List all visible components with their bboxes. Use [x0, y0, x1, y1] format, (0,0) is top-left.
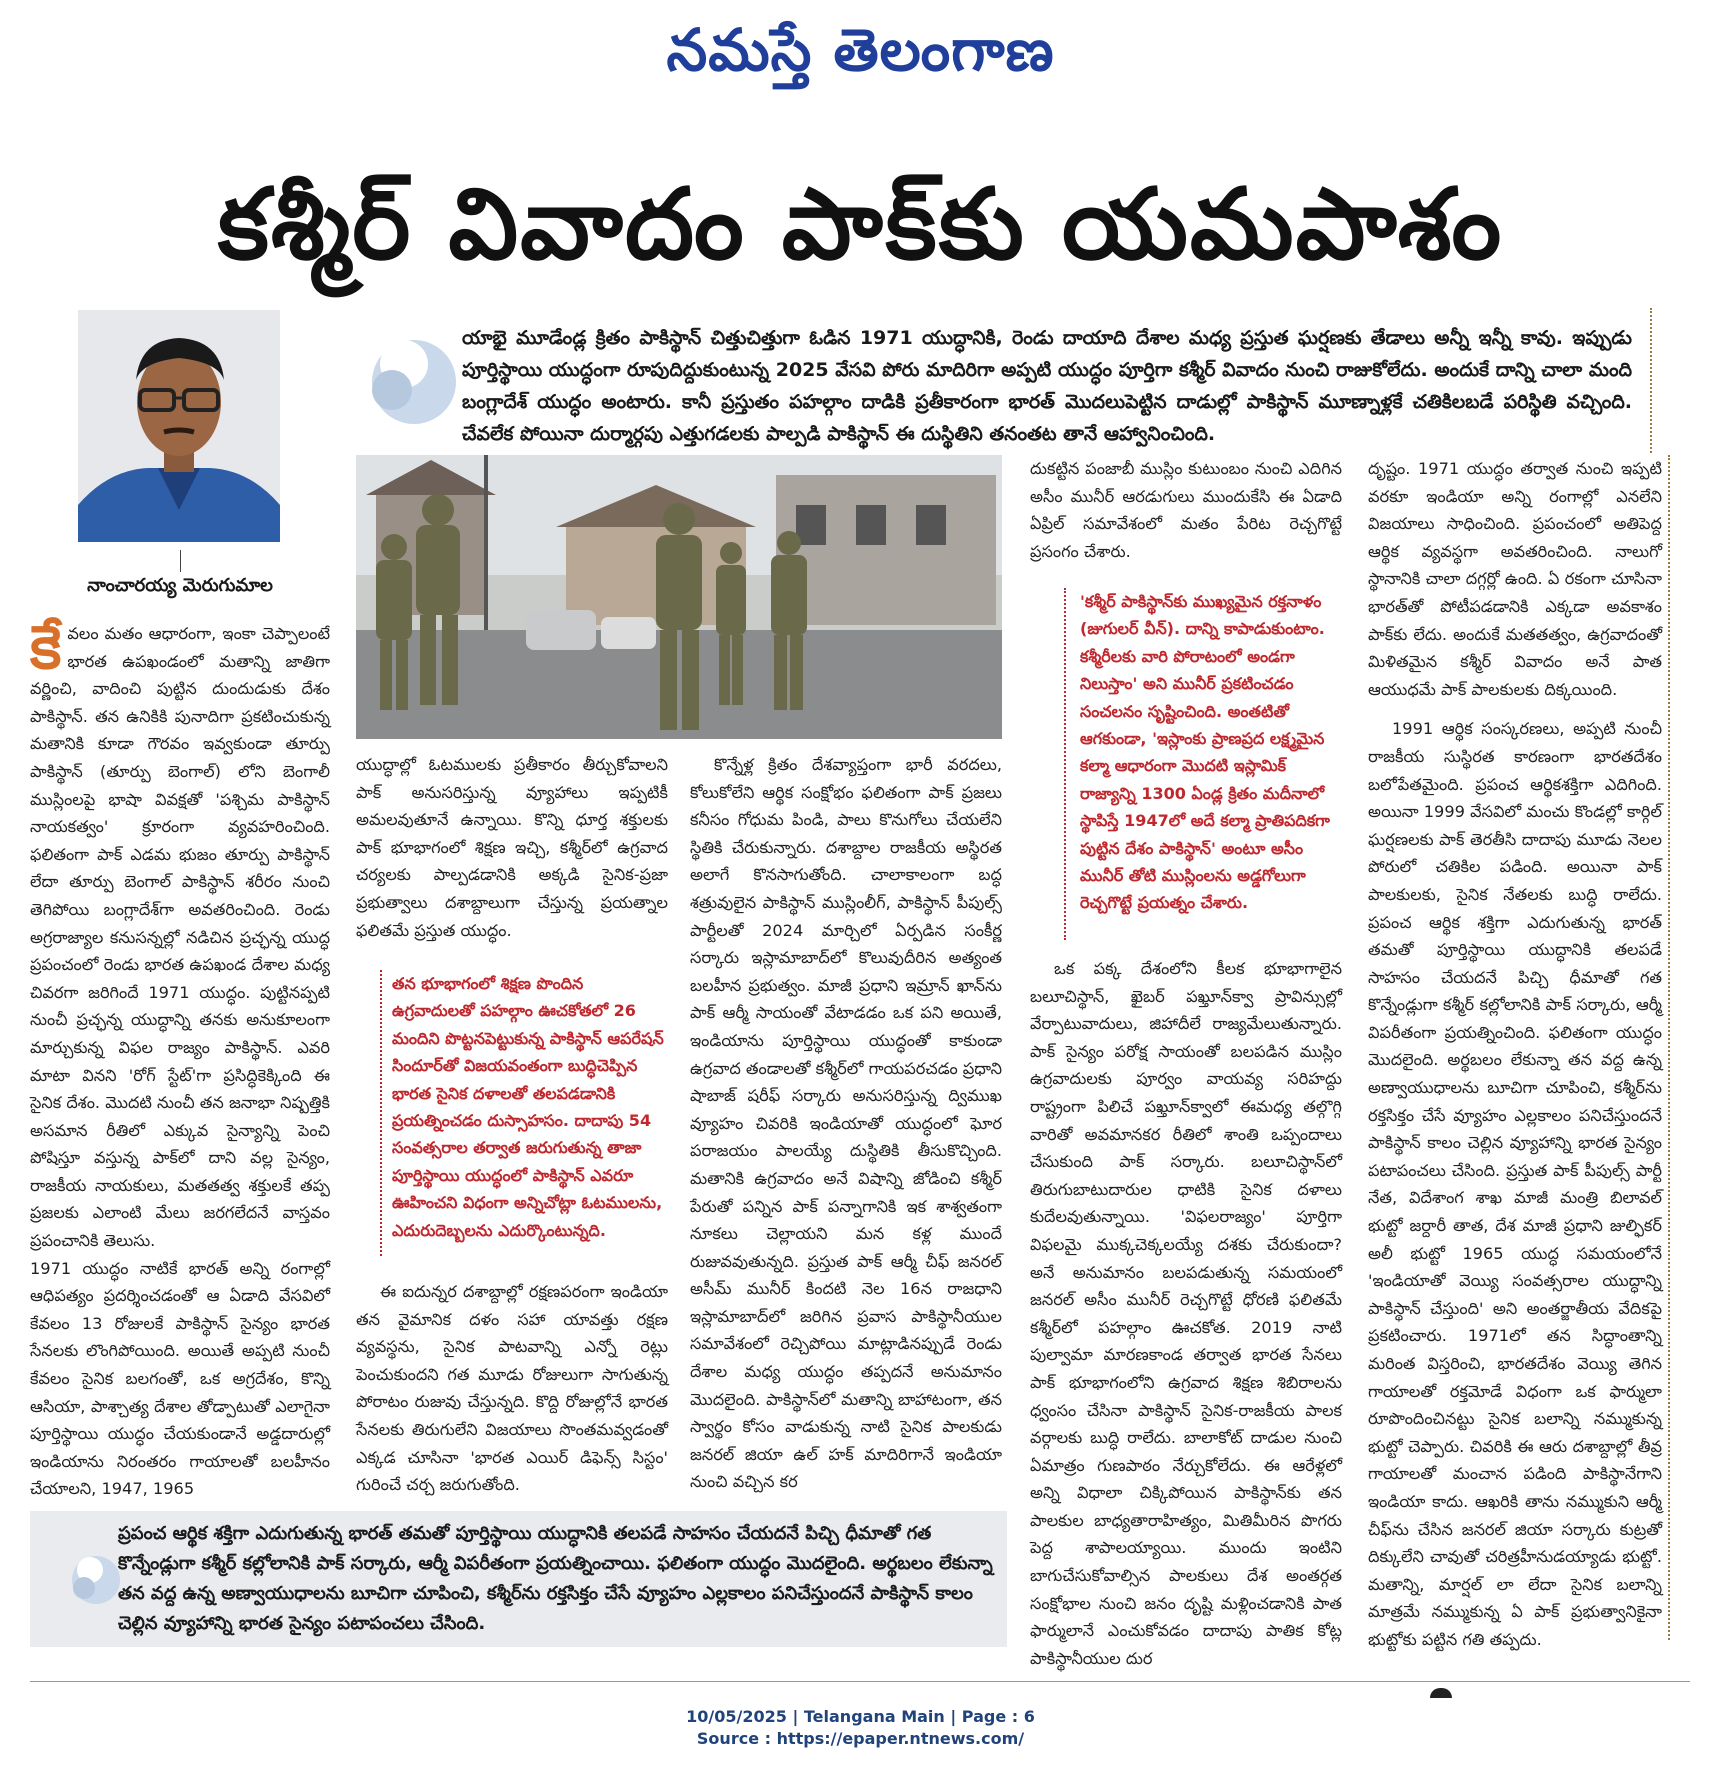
col2-paragraph-1: యుద్ధాల్లో ఓటములకు ప్రతీకారం తీర్చుకోవాలని పాక్ అనుసరిస్తున్న వ్యూహాలు ఇప్పటికీ అమలవుతూనే ఉన్నాయి. కొన్ని ధూర్త శక్తులకు పాక్ భూభాగంలో శిక్షణ ఇచ్చి, కశ్మీర్‌లో ఉగ్రవాద చర్యలకు పాల్పడడానికి అక్కడి సైనిక-ప్రజా ప్రభుత్వాలు దశాబ్దాలుగా చేస్తున్న ప్రయత్నాల ఫలితమే ప్రస్తుత యుద్ధం.: [356, 755, 668, 940]
col1-paragraph-1: వలం మతం ఆధారంగా, ఇంకా చెప్పాలంటే భారత ఉపఖండంలో మతాన్ని జాతిగా వర్ణించి, వాదించి పుట్టిన దుందుడుకు దేశం పాకిస్థాన్. తన ఉనికికి పునాదిగా ప్రకటించుకున్న మతానికి కూడా గౌరవం ఇవ్వకుండా తూర్పు పాకిస్థాన్ (తూర్పు బెంగాల్) లోని బెంగాలీ ముస్లింలపై భాషా వివక్షతో 'పశ్చిమ పాకిస్థాన్ నాయకత్వం' క్రూరంగా వ్యవహరించింది. ఫలితంగా పాక్ ఎడమ భుజం తూర్పు పాకిస్థాన్ లేదా తూర్పు బెంగాల్ పాకిస్థాన్ శరీరం నుంచి తెగిపోయి బంగ్లాదేశ్‌గా అవతరించింది. రెండు అగ్రరాజ్యాల కనుసన్నల్లో నడిచిన ప్రచ్ఛన్న యుద్ధ ప్రపంచంలో రెండు భారత ఉపఖండ దేశాల మధ్య చివరగా జరిగిందే 1971 యుద్ధం. పుట్టినప్పటి నుంచీ ప్రచ్ఛన్న యుద్ధాన్ని తనకు అనుకూలంగా మార్చుకున్న విఫల రాజ్యం పాకిస్థాన్. ఎవరి మాటా వినని 'రోగ్ స్టేట్'గా ప్రసిద్ధికెక్కింది ఈ సైనిక దేశం. మొదటి నుంచీ తన జనాభా నిష్పత్తికి అసమాన రీతిలో ఎక్కువ సైన్యాన్ని పెంచి పోషిస్తూ వస్తున్న పాక్‌లో దాని వల్ల సైన్యం, రాజకీయ నాయకులు, మతతత్వ శక్తులకే తప్ప ప్రజలకు ఎలాంటి మేలు జరగలేదనే వాస్తవం ప్రపంచానికి తెలుసు.: [30, 624, 330, 1251]
footer-ornament: [1430, 1688, 1452, 1698]
masthead: [0, 6, 1721, 94]
dropcap: కే: [30, 613, 62, 683]
col3-paragraph-1: కొన్నేళ్ల క్రితం దేశవ్యాప్తంగా భారీ వరదలు, కోలుకోలేని ఆర్థిక సంక్షోభం ఫలితంగా పాక్ ప్రజలు కనీసం గోధుమ పిండి, పాలు కొనుగోలు చేయలేని స్థితికి చేరుకున్నారు. దశాబ్దాల రాజకీయ అస్థిరత అలాగే కొనసాగుతోంది. చాలాకాలంగా బద్ధ శత్రువులైన పాకిస్థాన్ ముస్లింలీగ్, పాకిస్థాన్ పీపుల్స్ పార్టీలతో 2024 మార్చిలో ఏర్పడిన సంకీర్ణ సర్కారు ఇస్లామాబాద్‌లో కొలువుదీరిన అత్యంత బలహీన ప్రభుత్వం. మాజీ ప్రధాని ఇమ్రాన్ ఖాన్‌ను పాక్ ఆర్మీ సాయంతో వేటాడడం ఒక పని అయితే, ఇండియాను పూర్తిస్థాయి యుద్ధంతో కాకుండా ఉగ్రవాద తండాలతో కశ్మీర్‌లో గాయపరచడం ప్రధాని షాబాజ్ షరీఫ్ సర్కారు అనుసరిస్తున్న ద్విముఖ వ్యూహం చివరికి ఇండియాతో యుద్ధంలో ఘోర పరాజయం పాలయ్యే దుస్థితికి తీసుకొచ్చింది. మతానికి ఉగ్రవాదం అనే విషాన్ని జోడించి కశ్మీర్ పేరుతో పన్నిన పాక్ పన్నాగానికి ఇక శాశ్వతంగా నూకలు చెల్లాయని మన కళ్ల ముందే రుజువవుతున్నది. ప్రస్తుత పాక్ ఆర్మీ చీఫ్ జనరల్ అసీమ్ మునీర్ కిందటి నెల 16న రాజధాని ఇస్లామాబాద్‌లో జరిగిన ప్రవాస పాకిస్థానీయుల సమావేశంలో రెచ్చిపోయి మాట్లాడినప్పుడే రెండు దేశాల మధ్య యుద్ధం తప్పదనే అనుమానం మొదలైంది. పాకిస్థాన్‌లో మతాన్ని బాహాటంగా, తన స్వార్థం కోసం వాడుకున్న నాటి సైనిక పాలకుడు జనరల్ జియా ఉల్ హక్ మాదిరిగానే ఇండియా నుంచి వచ్చిన కర: [690, 755, 1003, 1492]
column-5: [1368, 455, 1662, 1654]
col4-paragraph-1: దుకట్టిన పంజాబీ ముస్లిం కుటుంబం నుంచి ఎదిగిన అసీం మునీర్ ఆరడుగులు ముందుకేసి ఈ ఏడాది ఏప్రిల్ సమావేశంలో మతం పేరిట రెచ్చగొట్టే ప్రసంగం చేశారు.: [1030, 459, 1342, 561]
col5-paragraph-1: దృష్టం. 1971 యుద్ధం తర్వాత నుంచి ఇప్పటి వరకూ ఇండియా అన్ని రంగాల్లో ఎనలేని విజయాలు సాధించింది. ప్రపంచంలో అతిపెద్ద ఆర్థిక వ్యవస్థగా అవతరించింది. నాలుగో స్థానానికి చాలా దగ్గర్లో ఉంది. ఏ రకంగా చూసినా భారత్‌తో పోటీపడడానికి ఎక్కడా అవకాశం పాక్‌కు లేదు. అందుకే మతతత్వం, ఉగ్రవాదంతో మిళితమైన కశ్మీర్ వివాదం అనే పాత ఆయుధమే పాక్ పాలకులకు దిక్కయింది.: [1368, 459, 1662, 699]
byline-divider: [180, 550, 181, 572]
author-photo: [78, 310, 280, 542]
footer-source-link[interactable]: Source : https://epaper.ntnews.com/: [696, 1729, 1025, 1748]
column-4-lower: [1030, 955, 1342, 1672]
pullquote-divider: [380, 970, 382, 1256]
highlight-text: ప్రపంచ ఆర్థిక శక్తిగా ఎదుగుతున్న భారత్ తమతో పూర్తిస్థాయి యుద్ధానికి తలపడే సాహసం చేయదనే పిచ్చి ధీమాతో గత కొన్నేండ్లుగా కశ్మీర్ కల్లోలానికి పాక్ సర్కారు, ఆర్మీ విపరీతంగా ప్రయత్నించాయి. ఫలితంగా యుద్ధం మొదలైంది. అర్థబలం లేకున్నా తన వద్ద ఉన్న అణ్వాయుధాలను బూచిగా చూపించి, కశ్మీర్‌ను రక్తసిక్తం చేసే వ్యూహం ఎల్లకాలం పనిచేస్తుందనే పాకిస్థాన్ కాలం చెల్లిన వ్యూహాన్ని భారత సైన్యం పటాపంచలు చేసింది.: [118, 1523, 993, 1634]
footer-date-line: 10/05/2025 | Telangana Main | Page : 6: [686, 1707, 1035, 1726]
headline: కశ్మీర్ వివాదం పాక్‌కు యమపాశం: [217, 168, 1504, 282]
quote-bubble-icon-small: [62, 1536, 122, 1616]
footer: [0, 1706, 1721, 1750]
column-4: [1030, 455, 1342, 565]
column-1: [30, 613, 330, 1503]
byline: నాంచారయ్య మెరుగుమాల: [87, 575, 273, 596]
pullquote-2: 'కశ్మీర్ పాకిస్థాన్‌కు ముఖ్యమైన రక్తనాళం (జుగులర్ వీన్). దాన్ని కాపాడుకుంటాం. కశ్మీరీలకు వారి పోరాటంలో అండగా నిలుస్తాం' అని మునీర్ ప్రకటించడం సంచలనం సృష్టించింది. అంతటితో ఆగకుండా, 'ఇస్లాంకు ప్రాణప్రద లక్ష్మమైన కల్మా ఆధారంగా మొదటి ఇస్లామిక్ రాజ్యాన్ని 1300 ఏండ్ల క్రితం మదీనాలో స్థాపిస్తే 1947లో అదే కల్మా ప్రాతిపదికగా పుట్టిన దేశం పాకిస్థాన్' అంటూ అసీం మునీర్ తోటి ముస్లింలను అడ్డగోలుగా రెచ్చగొట్టే ప్రయత్నం చేశారు.: [1080, 592, 1330, 913]
column-2: [356, 751, 668, 944]
pullquote-1: తన భూభాగంలో శిక్షణ పొందిన ఉగ్రవాదులతో పహల్గాం ఊచకోతలో 26 మందిని పొట్టనపెట్టుకున్న పాకిస్థాన్ ఆపరేషన్ సిందూర్‌తో విజయవంతంగా బుద్ధిచెప్పిన భారత సైనిక దళాలతో తలపడడానికి ప్రయత్నించడం దుస్సాహసం. దాదాపు 54 సంవత్సరాల తర్వాత జరుగుతున్న తాజా పూర్తిస్థాయి యుద్ధంలో పాకిస్థాన్ ఎవరూ ఊహించని విధంగా అన్నిచోట్లా ఓటములను, ఎదురుదెబ్బలను ఎదుర్కొంటున్నది.: [392, 974, 664, 1240]
column-3: [690, 751, 1002, 1496]
intro-divider: [1650, 308, 1652, 453]
masthead-logo: నమస్తే తెలంగాణ: [666, 16, 1055, 84]
footer-divider: [30, 1681, 1690, 1682]
col4-paragraph-2: ఒక పక్క దేశంలోని కీలక భూభాగాలైన బలూచిస్థాన్, ఖైబర్ పఖ్తూన్‌క్వా ప్రావిన్సుల్లో వేర్పాటువాదులు, జిహాదీలే రాజ్యమేలుతున్నారు. పాక్ సైన్యం పరోక్ష సాయంతో బలపడిన ముస్లిం ఉగ్రవాదులకు పూర్వం వాయవ్య సరిహద్దు రాష్ట్రంగా పిలిచే పఖ్తూన్‌క్వాలో ఈమధ్య తల్గొగ్గి వారితో అవమానకర రీతిలో శాంతి ఒప్పందాలు చేసుకుంది పాక్ సర్కారు. బలూచిస్థాన్‌లో తిరుగుబాటుదారుల ధాటికి సైనిక దళాలు కుదేలవుతున్నాయి. 'విఫలరాజ్యం' పూర్తిగా విఫలమై ముక్కచెక్కలయ్యే దశకు చేరుకుందా? అనే అనుమానం బలపడుతున్న సమయంలో జనరల్ అసీం మునీర్ రెచ్చగొట్టే ధోరణి ఫలితమే కశ్మీర్‌లో పహల్గాం ఊచకోత. 2019 నాటి పుల్వామా మారణకాండ తర్వాత భారత సేనలు పాక్ భూభాగంలోని ఉగ్రవాద శిక్షణ శిబిరాలను ధ్వంసం చేసినా పాకిస్థాన్ సైనిక-రాజకీయ పాలక వర్గాలకు బుద్ధి రాలేదు. బాలాకోట్ దాడుల నుంచి ఏమాత్రం గుణపాఠం నేర్చుకోలేదు. ఈ ఆరేళ్లలో అన్ని విధాలా చిక్కిపోయిన పాకిస్థాన్‌కు తన పాలకుల బాధ్యతారాహిత్యం, మితిమీరిన పొగరు పెద్ద శాపాలయ్యాయి. ముందు ఇంటిని బాగుచేసుకోవాల్సిన పాలకులు దేశ అంతర్గత సంక్షోభాల నుంచి జనం దృష్టి మళ్లించడానికి పాత ఫార్ములానే ఎంచుకోవడం దాదాపు పాతిక కోట్ల పాకిస్థానీయుల దుర: [1030, 959, 1342, 1668]
col1-paragraph-2: 1971 యుద్ధం నాటికే భారత్ అన్ని రంగాల్లో ఆధిపత్యం ప్రదర్శించడంతో ఆ ఏడాది వేసవిలో కేవలం 13 రోజులకే పాకిస్థాన్ సైన్యం భారత సేనలకు లొంగిపోయింది. అయితే అప్పటి నుంచీ కేవలం సైనిక బలగంతో, ఒక అగ్రదేశం, కొన్ని ఆసియా, పాశ్చాత్య దేశాల తోడ్పాటుతో ఎలాగైనా పూర్తిస్థాయి యుద్ధం చేయకుండానే అడ్డదారుల్లో ఇండియాను నిరంతరం గాయాలతో బలహీనం చేయాలని, 1947, 1965: [30, 1258, 330, 1499]
intro-text: యాభై మూడేండ్ల క్రితం పాకిస్థాన్ చిత్తుచిత్తుగా ఓడిన 1971 యుద్ధానికి, రెండు దాయాది దేశాల మధ్య ప్రస్తుత ఘర్షణకు తేడాలు అన్నీ ఇన్నీ కావు. ఇప్పుడు పూర్తిస్థాయి యుద్ధంగా రూపుదిద్దుకుంటున్న 2025 వేసవి పోరు మాదిరిగా అప్పటి యుద్ధం పూర్తిగా కశ్మీర్ వివాదం నుంచి రాజుకోలేదు. అందుకే దాన్ని చాలా మంది బంగ్లాదేశ్ యుద్ధం అంటారు. కానీ ప్రస్తుతం పహల్గాం దాడికి ప్రతీకారంగా భారత్ మొదలుపెట్టిన దాడుల్లో పాకిస్థాన్ మూణ్నాళ్లకే చతికిలబడే పరిస్థితి వచ్చింది. చేవలేక పోయినా దుర్మార్గపు ఎత్తుగడలకు పాల్పడి పాకిస్థాన్ ఈ దుస్థితిని తనంతట తానే ఆహ్వానించింది.: [462, 327, 1632, 445]
column-2-lower: [356, 1278, 668, 1499]
col2-paragraph-2: ఈ ఐదున్నర దశాబ్దాల్లో రక్షణపరంగా ఇండియా తన వైమానిక దళం సహా యావత్తు రక్షణ వ్యవస్థను, సైనిక పాటవాన్ని ఎన్నో రెట్లు పెంచుకుందని గత మూడు రోజులుగా సాగుతున్న పోరాటం రుజువు చేస్తున్నది. కొద్ది రోజుల్లోనే భారత సేనలకు తిరుగులేని విజయాలు సొంతమవ్వడంతో ఎక్కడ చూసినా 'భారత ఎయిర్ డిఫెన్స్ సిస్టం' గురించే చర్చ జరుగుతోంది.: [356, 1282, 668, 1495]
pullquote-divider-2: [1064, 588, 1066, 940]
col5-paragraph-2: 1991 ఆర్థిక సంస్కరణలు, అప్పటి నుంచీ రాజకీయ సుస్థిరత కారణంగా భారతదేశం బలోపేతమైంది. ప్రపంచ ఆర్థికశక్తిగా ఎదిగింది. అయినా 1999 వేసవిలో మంచు కొండల్లో కార్గిల్ ఘర్షణలకు పాక్ తెరతీసి దాదాపు మూడు నెలల పోరులో చతికిల పడింది. అయినా పాక్ పాలకులకు, సైనిక నేతలకు బుద్ధి రాలేదు. ప్రపంచ ఆర్థిక శక్తిగా ఎదుగుతున్న భారత్ తమతో పూర్తిస్థాయి యుద్ధానికి తలపడే సాహసం చేయదనే పిచ్చి ధీమాతో గత కొన్నేండ్లుగా కశ్మీర్ కల్లోలానికి పాక్ సర్కారు, ఆర్మీ విపరీతంగా ప్రయత్నించింది. ఫలితంగా యుద్ధం మొదలైంది. అర్థబలం లేకున్నా తన వద్ద ఉన్న అణ్వాయుధాలను బూచిగా చూపించి, కశ్మీర్‌ను రక్తసిక్తం చేసే వ్యూహం ఎల్లకాలం పనిచేస్తుందనే పాకిస్థాన్ కాలం చెల్లిన వ్యూహాన్ని భారత సైన్యం పటాపంచలు చేసింది. ప్రస్తుత పాక్ పీపుల్స్ పార్టీ నేత, విదేశాంగ శాఖ మాజీ మంత్రి బిలావల్ భుట్టో జర్దారీ తాత, దేశ మాజీ ప్రధాని జుల్ఫికర్ అలీ భుట్టో 1965 యుద్ధ సమయంలోనే 'ఇండియాతో వెయ్యి సంవత్సరాల యుద్ధాన్ని పాకిస్థాన్ చేస్తుంది' అని అంతర్జాతీయ వేదికపై ప్రకటించారు. 1971లో తన సిద్ధాంతాన్ని మరింత విస్తరించి, భారతదేశం వెయ్యి తెగిన గాయాలతో రక్తమోడే విధంగా ఒక ఫార్ములా రూపొందించినట్టు సైనిక బలాన్ని నమ్ముకున్న భుట్టో చెప్పారు. చివరికి ఈ ఆరు దశాబ్దాల్లో తీవ్ర గాయాలతో మంచాన పడింది పాకిస్థానేగాని ఇండియా కాదు. ఆఖరికి తాను నమ్ముకుని ఆర్మీ చీఫ్‌ను చేసిన జనరల్ జియా సర్కారు కుట్రతో దిక్కులేని చావుతో చరిత్రహీనుడయ్యాడు భుట్టో. మతాన్ని, మార్షల్ లా లేదా సైనిక బలాన్ని మాత్రమే నమ్ముకున్న ఏ పాక్ ప్రభుత్వానికైనా భుట్టోకు పట్టిన గతి తప్పదు.: [1368, 719, 1662, 1649]
news-photo-soldiers: [356, 455, 1002, 739]
quote-bubble-icon: [352, 320, 460, 430]
column-divider-right: [1668, 455, 1670, 1640]
